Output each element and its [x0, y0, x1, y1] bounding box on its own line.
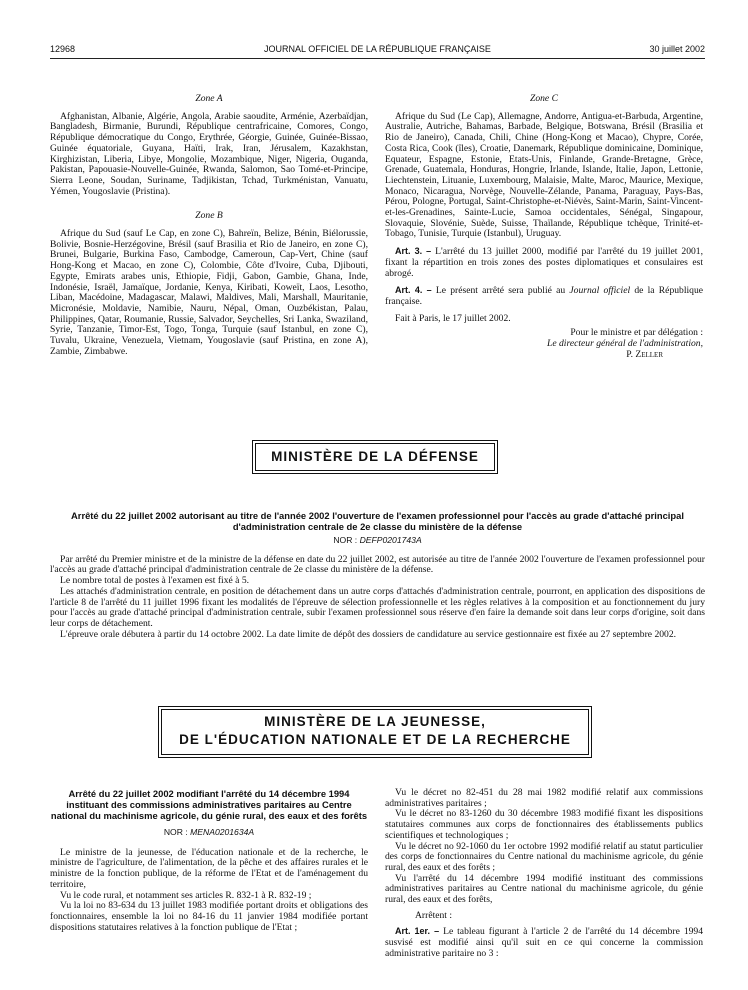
ministry-defense-box: [252, 440, 498, 474]
decree-youth-paragraph: Vu l'arrêté du 14 décembre 1994 modifié instituant des commissions administratives paritaires au Centre national du machinisme agricole, du génie rural, des eaux et des forêts,: [385, 872, 703, 906]
nor-label: NOR :: [163, 827, 188, 837]
decree-defense-paragraph: Par arrêté du Premier ministre et de la ministre de la défense en date du 22 juillet 2002, est autorisée au titre de l'année 2002 l'ouverture de l'examen professionnel pour l'accès au grade d'attaché principal d'administration centrale de 2e classe du ministère de la défense.: [50, 553, 705, 576]
article-4-journal: Journal officiel: [569, 285, 631, 297]
signature-name: P. Zeller: [626, 348, 663, 360]
decree-defense-paragraph: Le nombre total de postes à l'examen est fixé à 5.: [60, 575, 250, 587]
ministry-youth-line-2: DE L'ÉDUCATION NATIONALE ET DE LA RECHERCHE: [179, 732, 571, 747]
right-column-zones: [385, 94, 703, 360]
ministry-youth-line-1: MINISTÈRE DE LA JEUNESSE,: [264, 714, 486, 729]
decree-defense-nor: [50, 535, 705, 546]
decree-youth-left-column: [50, 788, 368, 933]
zone-b-title: Zone B: [195, 210, 223, 222]
done-at: Fait à Paris, le 17 juillet 2002.: [395, 312, 511, 324]
decree-youth-nor: [50, 827, 368, 838]
decree-defense-title: Arrêté du 22 juillet 2002 autorisant au titre de l'année 2002 l'ouverture de l'examen professionnel pour l'accès au grade d'attaché principal d'administration centrale de 2e classe du ministère de la défense: [71, 510, 684, 532]
signature-line-1: Pour le ministre et par délégation :: [570, 327, 703, 339]
zone-a-text: Afghanistan, Albanie, Algérie, Angola, Arabie saoudite, Arménie, Azerbaïdjan, Bangladesh, Birmanie, Burundi, République centrafricaine, Comores, Congo, République démocratique du Congo, Erythrée, Géorgie, Guinée, Guinée-Bissao, Guinée équatoriale, Guyana, Haïti, Irak, Iran, Jérusalem, Kazakhstan, Kirghizistan, Liberia, Libye, Mongolie, Mozambique, Niger, Nigeria, Ouganda, Pakistan, Papouasie-Nouvelle-Guinée, Rwanda, Salomon, Sao Tomé-et-Principe, Sierra Leone, Soudan, Suriname, Tadjikistan, Tchad, Turkménistan, Vanuatu, Yémen, Yougoslavie (Pristina).: [50, 110, 368, 197]
page-number: 12968: [50, 44, 76, 54]
nor-code: DEFP0201743A: [359, 535, 422, 545]
ministry-youth-title: [161, 709, 589, 755]
running-header: [50, 44, 705, 59]
article-4: [385, 285, 703, 307]
ministry-youth-box: [158, 706, 592, 758]
decree-defense-body: [50, 555, 705, 641]
article-1-label: Art. 1er. –: [395, 926, 440, 937]
nor-label: NOR :: [333, 535, 358, 545]
decree-youth-right-column: [385, 788, 703, 960]
decree-defense-paragraph: Les attachés d'administration centrale, en position de détachement dans un autre corps d'attachés d'administration centrale, pourront, en application des dispositions de l'article 8 de l'arrêté du 11 juillet 1996 fixant les modalités de l'épreuve de sélection professionnelle et les règles relatives à la composition et au fonctionnement du jury pour l'accès au grade d'attaché principal d'administration centrale, subir l'examen professionnel sous réserve d'en faire la demande soit dans leur corps d'origine, soit dans leur corps de détachement.: [50, 585, 705, 629]
zone-b-text: Afrique du Sud (sauf Le Cap, en zone C), Bahreïn, Belize, Bénin, Biélorussie, Bolivie, Bosnie-Herzégovine, Brésil (sauf Brasilia et Rio de Janeiro, en zone C), Brunei, Bulgarie, Burkina Faso, Cambodge, Cameroun, Cap-Vert, Chine (sauf Hong-Kong et Macao, en zone C), Colombie, Côte d'Ivoire, Cuba, Djibouti, Egypte, Emirats arabes unis, Ethiopie, Fidji, Gabon, Gambie, Ghana, Inde, Indonésie, Israël, Jamaïque, Jordanie, Kenya, Kiribati, Koweït, Laos, Lesotho, Liban, Macédoine, Madagascar, Malawi, Maldives, Mali, Marshall, Mauritanie, Micronésie, Moldavie, Namibie, Nauru, Népal, Oman, Ouzbékistan, Palau, Philippines, Qatar, Roumanie, Russie, Salvador, Seychelles, Sri Lanka, Swaziland, Syrie, Tanzanie, Timor-Est, Togo, Tonga, Turquie (sauf Istanbul, en zone C), Tuvalu, Ukraine, Venezuela, Vietnam, Yougoslavie (sauf Pristina, en zone A), Zambie, Zimbabwe.: [50, 228, 368, 357]
journal-title: JOURNAL OFFICIEL DE LA RÉPUBLIQUE FRANÇAISE: [264, 44, 491, 54]
article-4-text-before: Le présent arrêté sera publié au: [435, 285, 566, 297]
decree-youth-paragraph: Vu le code rural, et notamment ses articles R. 832-1 à R. 832-19 ;: [60, 889, 312, 901]
article-4-text-after: de la République française.: [385, 285, 704, 307]
article-4-label: Art. 4. –: [395, 285, 432, 296]
issue-date: 30 juillet 2002: [649, 44, 705, 54]
decree-youth-paragraph: Vu la loi no 83-634 du 13 juillet 1983 modifiée portant droits et obligations des fonctionnaires, ensemble la loi no 84-16 du 11 janvier 1984 modifiée portant dispositions statutaires relatives à la fonction publique de l'Etat ;: [50, 900, 368, 933]
zone-a-title: Zone A: [195, 93, 223, 104]
zone-c-text: Afrique du Sud (Le Cap), Allemagne, Andorre, Antigua-et-Barbuda, Argentine, Australie, Autriche, Bahamas, Barbade, Belgique, Botswana, Brésil (Brasilia et Rio de Janeiro), Canada, Chili, Chine (Hong-Kong et Macao), Chypre, Corée, Costa Rica, Cook (îles), Croatie, Danemark, République dominicaine, Dominique, Equateur, Espagne, Estonie, Etats-Unis, Finlande, Grande-Bretagne, Grèce, Grenade, Guatemala, Honduras, Hongrie, Irlande, Islande, Italie, Japon, Lettonie, Liechtenstein, Lituanie, Luxembourg, Malaisie, Malte, Maroc, Maurice, Mexique, Monaco, Nicaragua, Norvège, Nouvelle-Zélande, Panama, Paraguay, Pays-Bas, Pérou, Pologne, Portugal, Saint-Christophe-et-Niévès, Saint-Marin, Saint-Vincent-et-les-Grenadines, Sainte-Lucie, Samoa occidentales, Sénégal, Singapour, Slovaquie, Slovénie, Suède, Suisse, Thaïlande, République tchèque, Trinité-et-Tobago, Tunisie, Turquie (Istanbul), Uruguay.: [385, 110, 703, 240]
decree-youth-paragraph: Vu le décret no 92-1060 du 1er octobre 1992 modifié relatif au statut particulier des corps de fonctionnaires du Centre national du machinisme agricole, du génie rural, des eaux et des forêts ;: [385, 840, 703, 873]
signature-line-2: Le directeur général de l'administration,: [547, 338, 703, 350]
zone-c-title: Zone C: [530, 93, 558, 104]
left-column-zones: [50, 94, 368, 357]
nor-code: MENA0201634A: [190, 827, 255, 837]
decree-youth-preamble: [50, 848, 368, 934]
article-1-text: Le tableau figurant à l'article 2 de l'arrêté du 14 décembre 1994 susvisé est modifié ainsi qu'il suit en ce qui concerne la commission administrative paritaire no 3 :: [385, 926, 704, 959]
article-3-label: Art. 3. –: [395, 246, 432, 257]
decree-youth-paragraph: Vu le décret no 82-451 du 28 mai 1982 modifié relatif aux commissions administratives paritaires ;: [385, 787, 703, 809]
decree-youth-paragraph: Le ministre de la jeunesse, de l'éducation nationale et de la recherche, le ministre de l'agriculture, de l'alimentation, de la pêche et des affaires rurales et le ministre de la fonction publique, de la réforme de l'Etat et de l'aménagement du territoire,: [50, 846, 368, 890]
decree-youth-title: Arrêté du 22 juillet 2002 modifiant l'arrêté du 14 décembre 1994 instituant des commissions administratives paritaires au Centre national du machinisme agricole, du génie rural, des eaux et des forêts: [50, 788, 368, 821]
decree-defense-paragraph: L'épreuve orale débutera à partir du 14 octobre 2002. La date limite de dépôt des dossiers de candidature au service gestionnaire est fixée au 27 septembre 2002.: [60, 628, 677, 640]
arretent: Arrêtent :: [415, 909, 453, 921]
decree-youth-paragraph: Vu le décret no 83-1260 du 30 décembre 1983 modifié fixant les dispositions statutaires communes aux corps de fonctionnaires des établissements publics scientifiques et technologiques ;: [385, 808, 703, 841]
ministry-defense-title: MINISTÈRE DE LA DÉFENSE: [255, 443, 495, 471]
article-1: [385, 926, 703, 959]
article-3: [385, 246, 703, 279]
decree-defense: [50, 510, 705, 640]
article-3-text: L'arrêté du 13 juillet 2000, modifié par l'arrêté du 19 juillet 2001, fixant la répartition en trois zones des postes diplomatiques et consulaires est abrogé.: [385, 246, 703, 279]
